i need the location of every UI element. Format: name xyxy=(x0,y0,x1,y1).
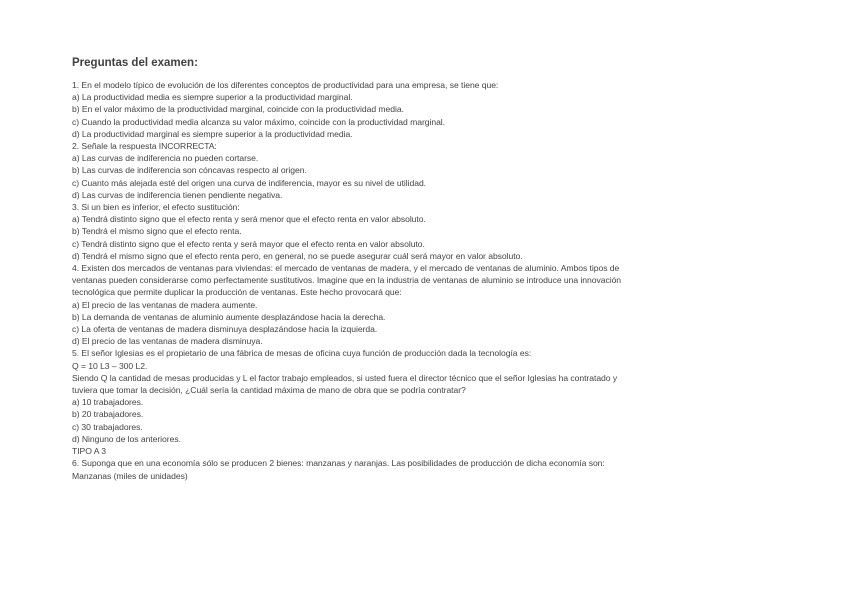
text-line: a) Tendrá distinto signo que el efecto renta y será menor que el efecto renta en valor absoluto. xyxy=(72,214,426,225)
text-line: Manzanas (miles de unidades) xyxy=(72,470,188,481)
text-line: d) Ninguno de los anteriores. xyxy=(72,433,181,444)
text-line: d) Tendrá el mismo signo que el efecto renta pero, en general, no se puede asegurar cuál será mayor en valor absoluto. xyxy=(72,250,523,261)
text-line: TIPO A 3 xyxy=(72,446,106,457)
text-line: c) La oferta de ventanas de madera disminuya desplazándose hacia la izquierda. xyxy=(72,324,378,335)
text-line: c) 30 trabajadores. xyxy=(72,421,143,432)
text-line: 4. Existen dos mercados de ventanas para viviendas: el mercado de ventanas de madera, y el mercado de ventanas de aluminio. Ambos tipos de xyxy=(72,263,620,274)
text-line: a) 10 trabajadores. xyxy=(72,397,144,408)
text-line: b) En el valor máximo de la productividad marginal, coincide con la productividad media. xyxy=(72,104,404,115)
text-line: a) Las curvas de indiferencia no pueden cortarse. xyxy=(72,153,259,164)
text-line: c) Cuando la productividad media alcanza su valor máximo, coincide con la productividad marginal. xyxy=(72,116,445,127)
text-line: b) 20 trabajadores. xyxy=(72,409,144,420)
text-line: Siendo Q la cantidad de mesas producidas y L el factor trabajo empleados, si usted fuera el director técnico que el señor Iglesias ha contratado y xyxy=(72,372,618,383)
text-line: a) La productividad media es siempre superior a la productividad marginal. xyxy=(72,92,353,103)
text-line: 1. En el modelo típico de evolución de los diferentes conceptos de productividad para una empresa, se tiene que: xyxy=(72,80,499,90)
text-line: d) La productividad marginal es siempre superior a la productividad media. xyxy=(72,128,353,139)
text-line: c) Cuanto más alejada esté del origen una curva de indiferencia, mayor es su nivel de utilidad. xyxy=(72,177,427,188)
document-body xyxy=(72,79,772,482)
text-line: b) La demanda de ventanas de aluminio aumente desplazándose hacia la derecha. xyxy=(72,311,386,322)
text-line: Q = 10 L3 – 300 L2. xyxy=(72,360,148,371)
text-line: d) El precio de las ventanas de madera disminuya. xyxy=(72,336,263,347)
document-page xyxy=(72,56,772,482)
text-line: tecnológica que permite duplicar la producción de ventanas. Este hecho provocará que: xyxy=(72,287,402,298)
text-line: d) Las curvas de indiferencia tienen pendiente negativa. xyxy=(72,189,283,200)
text-line: c) Tendrá distinto signo que el efecto renta y será mayor que el efecto renta en valor absoluto. xyxy=(72,238,425,249)
text-line: 5. El señor Iglesias es el propietario de una fábrica de mesas de oficina cuya función de producción dada la tecnología es: xyxy=(72,348,532,359)
text-line: ventanas pueden considerarse como perfectamente sustitutivos. Imagine que en la industria de ventanas de aluminio se introduce una innovación xyxy=(72,275,622,286)
text-line: 3. Si un bien es inferior, el efecto sustitución: xyxy=(72,202,240,213)
text-line: a) El precio de las ventanas de madera aumente. xyxy=(72,299,258,310)
text-line: b) Tendrá el mismo signo que el efecto renta. xyxy=(72,226,242,237)
text-line: b) Las curvas de indiferencia son cóncavas respecto al origen. xyxy=(72,165,307,176)
text-line: 6. Suponga que en una economía sólo se producen 2 bienes: manzanas y naranjas. Las posibilidades de producción de dicha economía son: xyxy=(72,458,605,469)
document-title: Preguntas del examen: xyxy=(72,57,198,69)
text-line: 2. Señale la respuesta INCORRECTA: xyxy=(72,141,217,152)
text-line: tuviera que tomar la decisión, ¿Cuál sería la cantidad máxima de mano de obra que se podría contratar? xyxy=(72,385,466,396)
